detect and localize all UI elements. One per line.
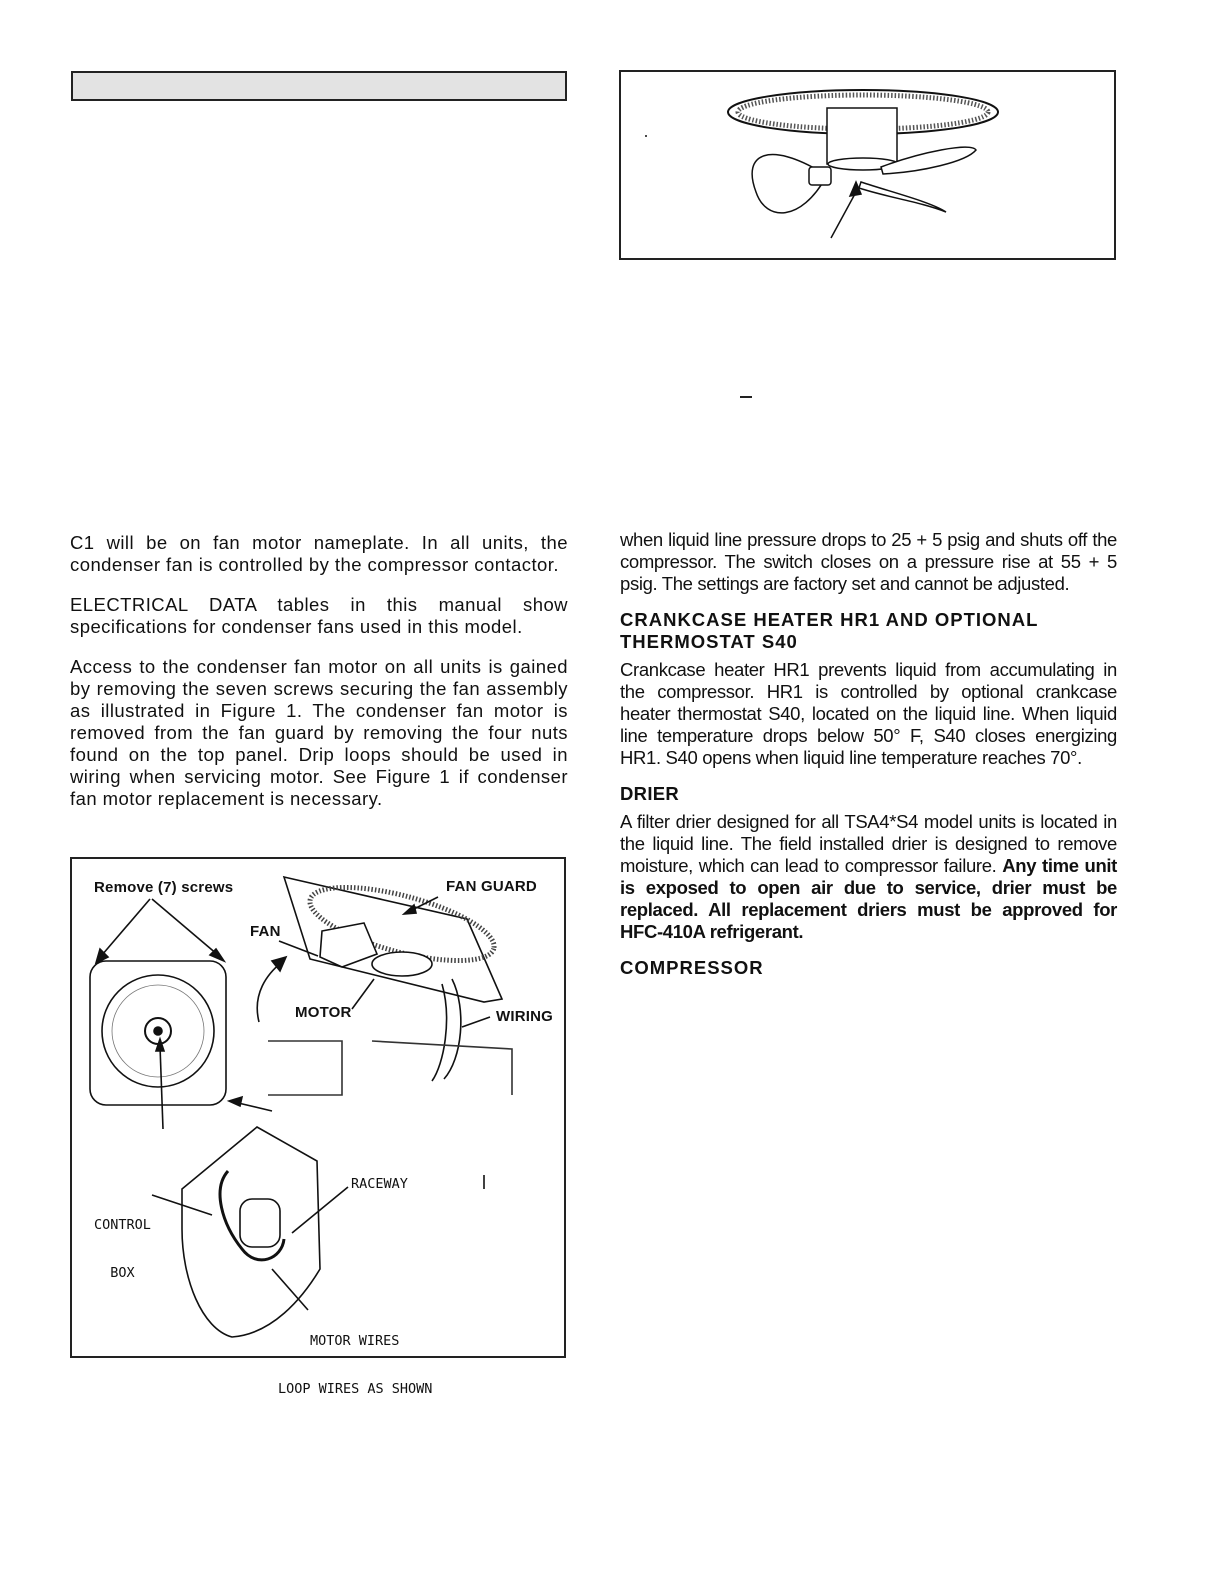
motor-wires-label [278, 1301, 432, 1429]
wiring-label: WIRING [496, 1008, 554, 1025]
drier-warning-text: Any time unit is exposed to open air due to service, drier must be replaced. All replacement driers must be approved for HFC-410A refrigerant. [620, 855, 1117, 942]
right-column [620, 529, 1117, 985]
crankcase-heading-line2: THERMOSTAT S40 [620, 631, 798, 652]
section-header-bar [71, 71, 567, 101]
condenser-fan-paragraph: C1 will be on fan motor nameplate. In all units, the condenser fan is controlled by the compressor contactor. [70, 532, 568, 575]
dash-mark [740, 396, 752, 398]
crankcase-heading-line1: CRANKCASE HEATER HR1 AND OPTIONAL [620, 609, 1039, 630]
control-box-label [94, 1185, 151, 1313]
fan-assembly-drawing [621, 72, 1118, 262]
crankcase-heater-heading [620, 609, 1117, 653]
fan-guard-label: FAN GUARD [446, 878, 537, 895]
drier-paragraph-text: A filter drier designed for all TSA4*S4 model units is located in the liquid line. The field installed drier is designed to remove moisture, which can lead to compressor failure. [620, 811, 1117, 876]
compressor-heading: COMPRESSOR [620, 957, 764, 978]
electrical-data-paragraph: ELECTRICAL DATA tables in this manual show specifications for condenser fans used in this model. [70, 594, 568, 637]
remove-screws-label: Remove (7) screws [94, 879, 234, 896]
fan-assembly-figure [619, 70, 1116, 260]
fan-label: FAN [250, 923, 281, 940]
crankcase-heater-paragraph: Crankcase heater HR1 prevents liquid from accumulating in the compressor. HR1 is controlled by optional crankcase heater thermostat S40, located on the liquid line. When liquid line temperature drops below 50° F, S40 closes energizing HR1. S40 opens when liquid line temperature reaches 70°. [620, 659, 1117, 768]
motor-wires-label-line1: MOTOR WIRES [310, 1333, 400, 1349]
figure-1 [70, 857, 566, 1397]
drier-heading: DRIER [620, 783, 680, 804]
motor-access-paragraph: Access to the condenser fan motor on all units is gained by removing the seven screws securing the fan assembly as illustrated in Figure 1. The condenser fan motor is removed from the fan guard by removing the four nuts found on the top panel. Drip loops should be used in wiring when servicing motor. See Figure 1 if condenser fan motor replacement is necessary. [70, 656, 568, 809]
drier-paragraph [620, 811, 1117, 943]
pressure-switch-paragraph: when liquid line pressure drops to 25 + 5 psig and shuts off the compressor. The switch closes on a pressure rise at 55 + 5 psig. The settings are factory set and cannot be adjusted. [620, 529, 1117, 594]
motor-label: MOTOR [295, 1004, 352, 1021]
left-column [70, 532, 568, 828]
motor-wires-label-line2: LOOP WIRES AS SHOWN [278, 1381, 433, 1397]
control-box-label-line1: CONTROL [94, 1217, 151, 1233]
control-box-label-line2: BOX [110, 1265, 135, 1281]
raceway-label: RACEWAY [351, 1176, 408, 1192]
